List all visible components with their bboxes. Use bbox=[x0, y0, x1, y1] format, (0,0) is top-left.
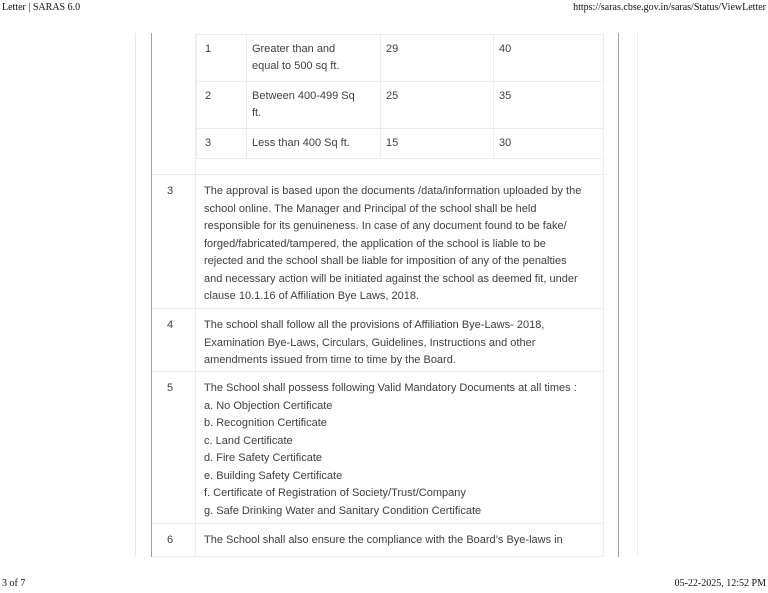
print-header-title: Letter | SARAS 6.0 bbox=[2, 2, 81, 13]
clause-row bbox=[152, 309, 603, 372]
sno-cell: 2 bbox=[197, 82, 247, 129]
clause-row bbox=[152, 524, 603, 557]
table-row bbox=[197, 129, 604, 159]
value-cell: 30 bbox=[494, 129, 604, 159]
text-line: amendments issued from time to time by the Board. bbox=[204, 354, 456, 366]
table-row bbox=[197, 35, 604, 82]
sno-cell: 1 bbox=[197, 35, 247, 82]
print-footer-timestamp: 05-22-2025, 12:52 PM bbox=[674, 578, 766, 589]
text-line: clause 10.1.16 of Affiliation Bye Laws, 2018. bbox=[204, 290, 420, 302]
value-cell: 15 bbox=[381, 129, 494, 159]
text-line: Examination Bye-Laws, Circulars, Guidelines, Instructions and other bbox=[204, 336, 536, 349]
text-line: f. Certificate of Registration of Society/Trust/Company bbox=[204, 487, 466, 499]
clauses-table bbox=[152, 33, 604, 557]
area-table-cell bbox=[196, 33, 603, 174]
text-line: c. Land Certificate bbox=[204, 434, 293, 447]
value-cell: 25 bbox=[381, 82, 494, 129]
text-line: forged/fabricated/tampered, the application of the school is liable to be bbox=[204, 237, 546, 250]
category-line: ft. bbox=[252, 107, 262, 119]
category-cell bbox=[247, 82, 381, 129]
category-line: equal to 500 sq ft. bbox=[252, 60, 340, 72]
category-cell bbox=[247, 129, 381, 159]
text-line: b. Recognition Certificate bbox=[204, 417, 327, 429]
clause-row bbox=[152, 175, 603, 309]
text-line: a. No Objection Certificate bbox=[204, 399, 333, 412]
clause-number-cell-empty bbox=[152, 33, 196, 174]
sno-cell: 3 bbox=[197, 129, 247, 159]
category-line: Between 400-499 Sq bbox=[252, 90, 355, 102]
clause-number: 5 bbox=[152, 372, 196, 523]
clause-number: 3 bbox=[152, 175, 196, 308]
text-line: g. Safe Drinking Water and Sanitary Condition Certificate bbox=[204, 504, 482, 517]
text-line: The School shall also ensure the compliance with the Board’s Bye-laws in bbox=[204, 534, 563, 546]
clause-number: 4 bbox=[152, 309, 196, 371]
value-cell: 29 bbox=[381, 35, 494, 82]
area-norms-table bbox=[196, 34, 603, 159]
text-line: The school shall follow all the provisions of Affiliation Bye-Laws- 2018, bbox=[204, 319, 545, 331]
clause-row-continued bbox=[152, 33, 603, 175]
clause-row bbox=[152, 372, 603, 524]
table-row bbox=[197, 82, 604, 129]
clause-text bbox=[196, 309, 603, 371]
print-header-url: https://saras.cbse.gov.in/saras/Status/ViewLetter bbox=[573, 2, 766, 13]
text-line: d. Fire Safety Certificate bbox=[204, 452, 322, 464]
print-footer-page-number: 3 of 7 bbox=[2, 578, 26, 589]
text-line: rejected and the school shall be liable for imposition of any of the penalties bbox=[204, 255, 567, 267]
clause-text bbox=[196, 372, 603, 523]
text-line: The School shall possess following Valid Mandatory Documents at all times : bbox=[204, 382, 577, 394]
value-cell: 35 bbox=[494, 82, 604, 129]
text-line: The approval is based upon the documents /data/information uploaded by the bbox=[204, 185, 582, 197]
text-line: e. Building Safety Certificate bbox=[204, 469, 343, 482]
clause-text bbox=[196, 524, 603, 556]
text-line: responsible for its genuineness. In case of any document found to be fake/ bbox=[204, 220, 567, 232]
category-cell bbox=[247, 35, 381, 82]
clause-number: 6 bbox=[152, 524, 196, 556]
clause-text bbox=[196, 175, 603, 308]
text-line: and necessary action will be initiated against the school as deemed fit, under bbox=[204, 272, 578, 285]
category-line: Less than 400 Sq ft. bbox=[252, 137, 350, 149]
category-line: Greater than and bbox=[252, 43, 336, 55]
value-cell: 40 bbox=[494, 35, 604, 82]
text-line: school online. The Manager and Principal of the school shall be held bbox=[204, 202, 537, 215]
